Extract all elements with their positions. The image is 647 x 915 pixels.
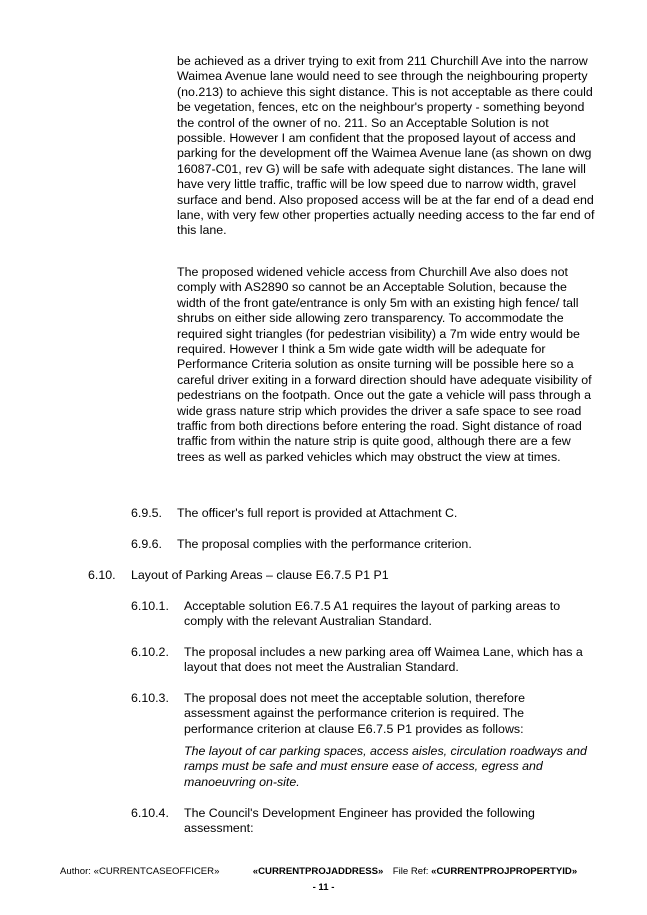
- item-text: The Council's Development Engineer has provided the following assessment:: [184, 806, 535, 836]
- footer-fileref-value: «CURRENTPROJPROPERTYID»: [431, 866, 578, 877]
- page-number: - 11 -: [312, 882, 335, 893]
- footer-address: «CURRENTPROJADDRESS»: [252, 866, 384, 877]
- item-text: Acceptable solution E6.7.5 A1 requires the layout of parking areas to comply with the relevant Australian Standard.: [184, 599, 561, 629]
- paragraph-sight-distance: be achieved as a driver trying to exit from 211 Churchill Ave into the narrow Waimea Avenue lane would need to see through the neighbouring property (no.213) to achieve this sight distance. This is not acceptable as there could be vegetation, fences, etc on the neighbour's property - something beyond the control of the owner of no. 211. So an Acceptable Solution is not possible. However I am confident that the proposed layout of access and parking for the development off the Waimea Avenue lane (as shown on dwg 16087-C01, rev G) will be safe with adequate sight distances. The lane will have very little traffic, traffic will be low speed due to narrow width, gravel surface and bend. Also proposed access will be at the far end of a dead end lane, with very few other properties actually needing access to the far end of this lane.: [177, 54, 595, 238]
- footer-author-label: Author:: [60, 866, 91, 877]
- item-text: The proposal complies with the performance criterion.: [177, 537, 472, 551]
- item-number: 6.9.5.: [131, 506, 163, 520]
- item-text: The proposal does not meet the acceptable solution, therefore assessment against the performance criterion is required. The performance criterion at clause E6.7.5 P1 provides as follows:: [184, 691, 525, 736]
- item-text: The officer's full report is provided at Attachment C.: [177, 506, 458, 520]
- item-number: 6.9.6.: [131, 537, 163, 551]
- item-number: 6.10.4.: [131, 806, 169, 820]
- item-text: The proposal includes a new parking area off Waimea Lane, which has a layout that does not meet the Australian Standard.: [184, 645, 583, 675]
- item-number: 6.10.1.: [131, 599, 169, 613]
- section-number: 6.10.: [88, 568, 116, 582]
- paragraph-churchill-access: The proposed widened vehicle access from Churchill Ave also does not comply with AS2890 so cannot be an Acceptable Solution, because the width of the front gate/entrance is only 5m with an existing high fence/ tall shrubs on either side allowing zero transparency. To accommodate the required sight triangles (for pedestrian visibility) a 7m wide entry would be required. However I think a 5m wide gate width will be adequate for Performance Criteria solution as onsite turning will be possible here so a careful driver exiting in a forward direction should have adequate visibility of pedestrians on the footpath. Once out the gate a vehicle will pass through a wide grass nature strip which provides the driver a safe space to see road traffic from both directions before entering the road. Sight distance of road traffic from within the nature strip is quite good, although there are a few trees as well as parked vehicles which may obstruct the view at times.: [177, 265, 592, 464]
- performance-criterion-quote: The layout of car parking spaces, access aisles, circulation roadways and ramps must be safe and must ensure ease of access, egress and manoeuvring on-site.: [184, 744, 587, 789]
- section-heading: Layout of Parking Areas – clause E6.7.5 P1 P1: [131, 568, 389, 582]
- item-number: 6.10.3.: [131, 691, 169, 705]
- page-footer: [60, 866, 600, 878]
- item-number: 6.10.2.: [131, 645, 169, 659]
- footer-fileref-label: File Ref:: [392, 866, 429, 877]
- footer-author-value: «CURRENTCASEOFFICER»: [93, 866, 220, 877]
